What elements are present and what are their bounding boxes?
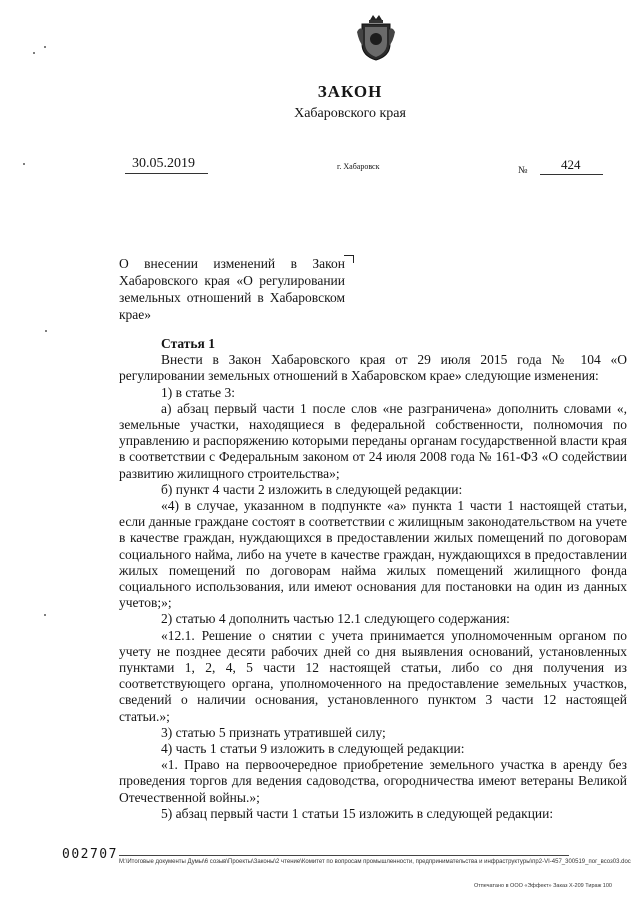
body-paragraph: «1. Право на первоочередное приобретение земельного участка в аренду без проведения торгов для ведения садоводства, огородничества имеют ветераны Великой Отечественной войны.»; [119,757,627,805]
law-subtitle: Хабаровского края [294,106,406,121]
document-city: г. Хабаровск [337,162,380,171]
body-paragraph: 2) статью 4 дополнить частью 12.1 следующего содержания: [161,611,510,627]
document-subject [119,255,345,323]
body-paragraph: Внести в Закон Хабаровского края от 29 июля 2015 года № 104 «О регулировании земельных отношений в Хабаровском крае» следующие изменения: [119,352,627,384]
subject-text: О внесении изменений в Закон Хабаровского края «О регулировании земельных отношений в Хабаровском крае» [119,256,345,322]
scan-speck [44,46,46,48]
scan-speck [44,614,46,616]
body-paragraph: 5) абзац первый части 1 статьи 15 изложить в следующей редакции: [161,805,554,821]
scan-speck [33,52,35,54]
body-paragraph: а) абзац первый части 1 после слов «не разграничена» дополнить словами «, земельные участки, находящиеся в федеральной собственности, полномочия по управлению и распоряжению которыми переданы органам государственной власти края в соответствии с Федеральным законом от 24 июля 2008 года № 161-ФЗ «О содействии развитию жилищного строительства»; [119,400,627,481]
body-paragraph: б) пункт 4 части 2 изложить в следующей редакции: [161,481,463,497]
number-label: № [518,165,528,176]
subject-corner-mark [344,255,354,263]
footer-divider [119,855,569,856]
document-date: 30.05.2019 [132,156,195,171]
scan-speck [23,163,25,165]
printer-info: Отпечатано в ООО «Эффект» Заказ Х-209 Тираж 100 [474,883,612,889]
document-body [119,336,627,822]
scan-speck [45,330,47,332]
body-paragraph: 4) часть 1 статьи 9 изложить в следующей редакции: [161,741,465,757]
footer-file-path: M:\Итоговые документы Думы\6 созыв\Проекты\Законы\2 чтение\Комитет по вопросам промышленности, предпринимательства и инфраструктуры\пр2-VI-457_300519_пог_всоз03.doc [119,859,631,865]
number-underline [540,174,603,175]
law-title: ЗАКОН [317,82,383,101]
body-paragraph: 1) в статье 3: [161,384,235,400]
body-paragraph: 3) статью 5 признать утратившей силу; [161,724,386,740]
article-heading: Статья 1 [161,336,215,351]
coat-of-arms-icon [355,12,397,62]
document-number: 424 [561,157,581,172]
body-paragraph: «4) в случае, указанном в подпункте «а» пункта 1 части 1 настоящей статьи, если данные граждане состоят в соответствии с жилищным законодательством на учете в качестве граждан, нуждающихся в предоставлении жилых помещений по договорам социального найма, либо на учете в качестве граждан, нуждающихся в предоставлении жилых помещений по договорам найма жилых помещений жилищного фонда социального использования, или имеют основания для постановки на один из данных учетов;»; [119,498,627,611]
stamp-code: 002707 [62,847,118,862]
date-underline [125,173,208,174]
body-paragraph: «12.1. Решение о снятии с учета принимается уполномоченным органом по учету не позднее десяти рабочих дней со дня выявления оснований, установленных пунктами 1, 2, 4, 5 части 12 настоящей статьи, либо со дня получения из соответствующего органа, уполномоченного на предоставление земельных участков, сведений о наличии основания, установленного пунктом 3 части 12 настоящей статьи.»; [119,627,627,724]
